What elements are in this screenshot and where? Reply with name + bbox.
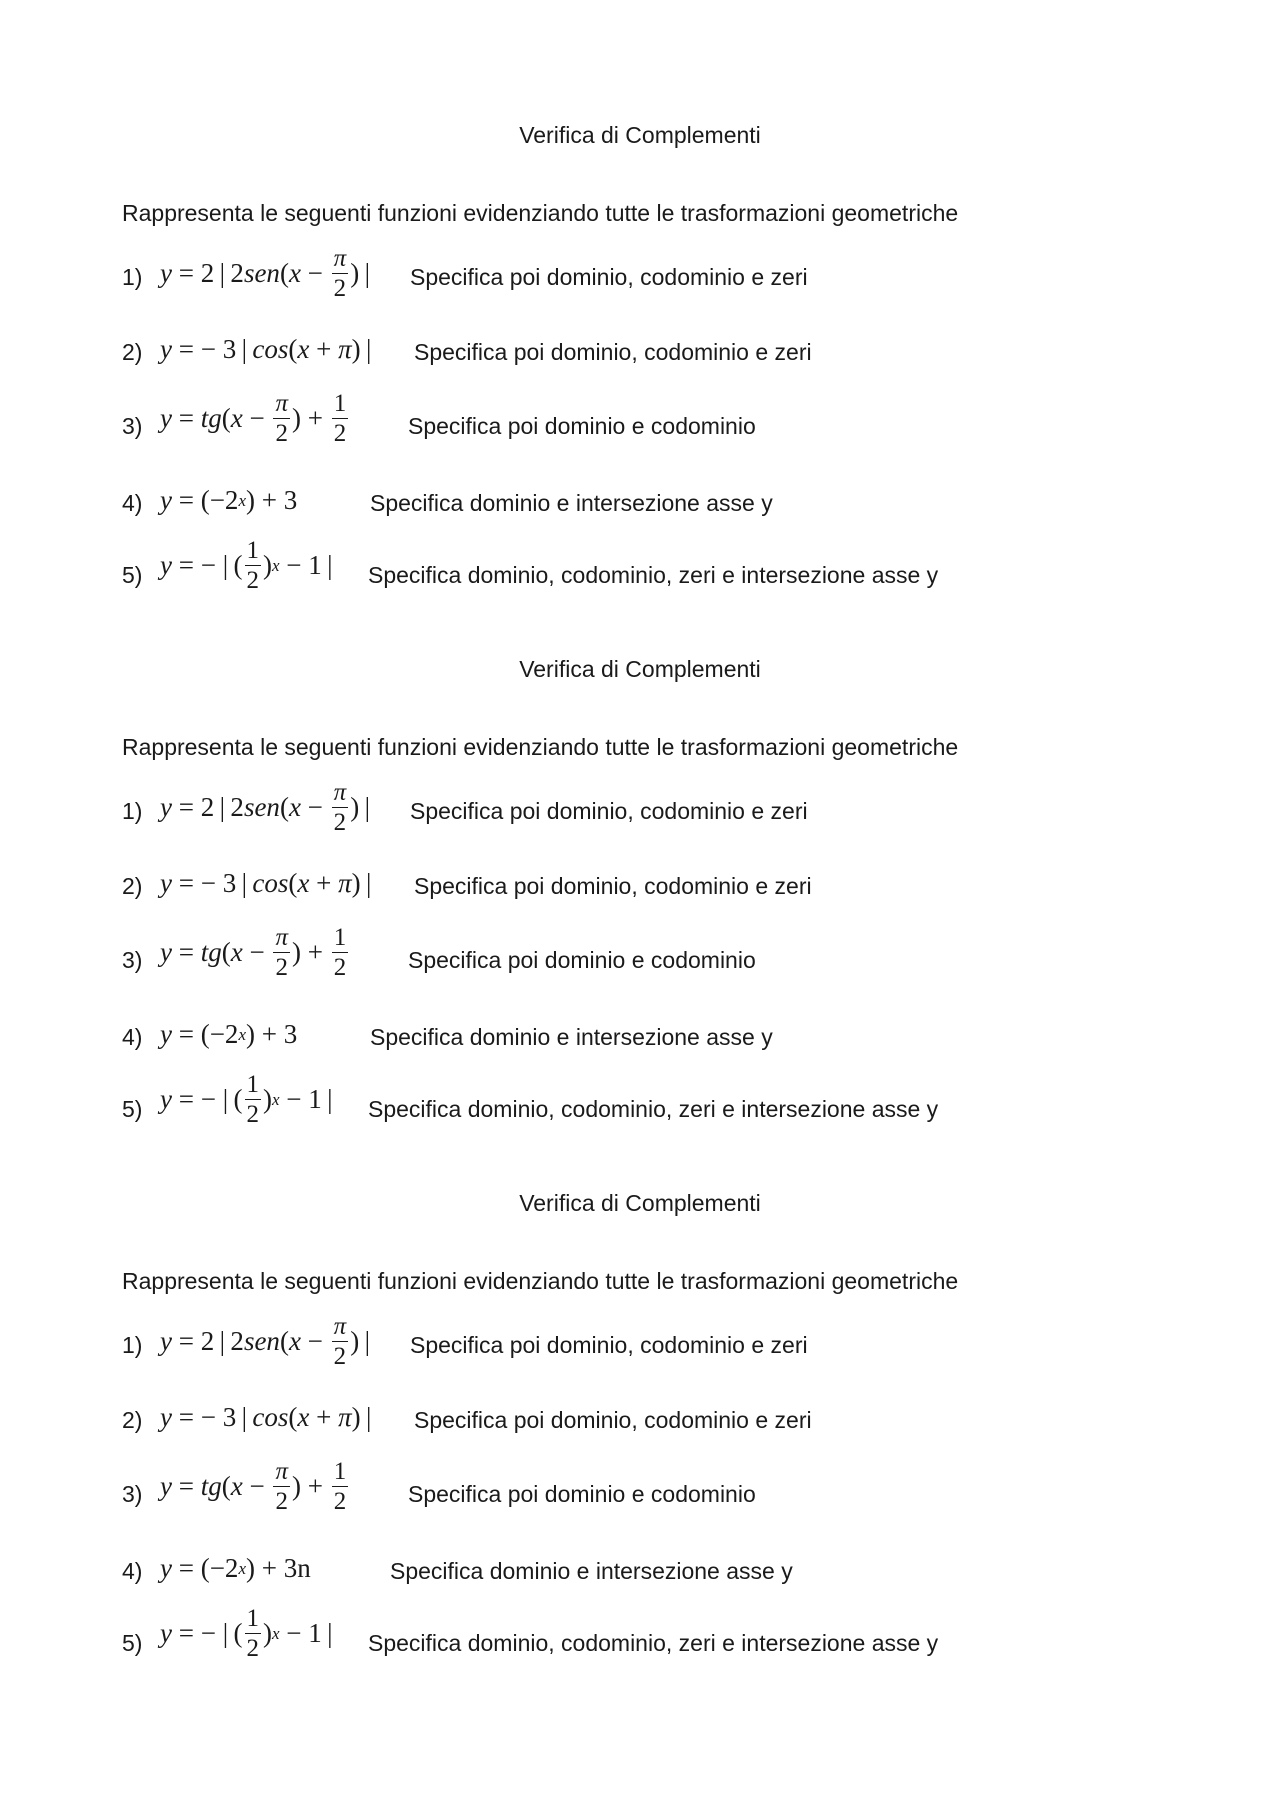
- exercise-instruction: Specifica poi dominio, codominio e zeri: [414, 873, 812, 899]
- exercise-formula: y = (−2 x ) + 3: [160, 485, 298, 515]
- exercise-instruction: Specifica dominio, codominio, zeri e intersezione asse y: [368, 1096, 939, 1122]
- exercise-number: 2): [122, 339, 143, 365]
- exercise-instruction: Specifica poi dominio, codominio e zeri: [414, 1407, 812, 1433]
- test-section-3: [0, 1068, 1280, 1662]
- exercise-number: 1): [122, 1332, 143, 1358]
- exercise-number: 5): [122, 1096, 143, 1122]
- exercise-instruction: Specifica dominio e intersezione asse y: [370, 490, 773, 516]
- exercise-instruction: Specifica poi dominio e codominio: [408, 413, 756, 439]
- exercise-instruction: Specifica poi dominio e codominio: [408, 947, 756, 973]
- exercise-instruction: Specifica dominio e intersezione asse y: [370, 1024, 773, 1050]
- exercise-3: [122, 1458, 1222, 1528]
- exercise-instruction: Specifica poi dominio, codominio e zeri: [410, 798, 808, 824]
- exercise-formula: y = − 3 | cos ( x + π ) |: [160, 868, 372, 898]
- exercise-formula: y = 2 | 2 sen ( x − $\frac{\pi}{2}$ ) |: [160, 245, 370, 302]
- exercise-3: [122, 390, 1222, 460]
- exercise-1: [122, 1311, 1222, 1381]
- exercise-formula: y = − 3 | cos ( x + π ) |: [160, 334, 372, 364]
- formula-constant: 3: [283, 1019, 298, 1049]
- exercise-number: 5): [122, 1630, 143, 1656]
- exercise-number: 1): [122, 264, 143, 290]
- exercise-instruction: Specifica dominio, codominio, zeri e intersezione asse y: [368, 1630, 939, 1656]
- exercise-number: 5): [122, 562, 143, 588]
- exercise-number: 1): [122, 798, 143, 824]
- test-section-1: [0, 0, 1280, 594]
- exercise-formula: y = − | ( $\frac{1}{2}$ ) x − 1 |: [160, 537, 333, 594]
- exercise-number: 4): [122, 1024, 143, 1050]
- exercise-number: 2): [122, 873, 143, 899]
- exercise-formula: y = tg ( x − $\frac{\pi}{2}$ ) + $\frac{1}{2}$: [160, 924, 347, 981]
- exercise-5: [122, 1606, 1222, 1676]
- test-section-2: [0, 534, 1280, 1128]
- exercise-2: [122, 322, 1222, 392]
- section-title: Verifica di Complementi: [519, 656, 761, 682]
- exercise-2: [122, 856, 1222, 926]
- section-title: Verifica di Complementi: [519, 122, 761, 148]
- exercise-instruction: Specifica dominio e intersezione asse y: [390, 1558, 793, 1584]
- exercise-formula: y = − 3 | cos ( x + π ) |: [160, 1402, 372, 1432]
- exercise-number: 3): [122, 947, 143, 973]
- exercise-instruction: Specifica poi dominio e codominio: [408, 1481, 756, 1507]
- exercise-instruction: Specifica poi dominio, codominio e zeri: [414, 339, 812, 365]
- exercise-number: 4): [122, 490, 143, 516]
- exercise-1: [122, 243, 1222, 313]
- section-intro: Rappresenta le seguenti funzioni evidenziando tutte le trasformazioni geometriche: [122, 734, 959, 760]
- section-intro: Rappresenta le seguenti funzioni evidenziando tutte le trasformazioni geometriche: [122, 200, 959, 226]
- formula-constant: 3n: [283, 1553, 311, 1583]
- exercise-formula: y = (−2 x ) + 3: [160, 1019, 298, 1049]
- exercise-formula: y = 2 | 2 sen ( x − $\frac{\pi}{2}$ ) |: [160, 1313, 370, 1370]
- section-title: Verifica di Complementi: [519, 1190, 761, 1216]
- exercise-instruction: Specifica dominio, codominio, zeri e intersezione asse y: [368, 562, 939, 588]
- exercise-formula: y = tg ( x − $\frac{\pi}{2}$ ) + $\frac{1}{2}$: [160, 390, 347, 447]
- exercise-formula: y = tg ( x − $\frac{\pi}{2}$ ) + $\frac{1}{2}$: [160, 1458, 347, 1515]
- exercise-formula: y = (−2 x ) + 3n: [160, 1553, 311, 1583]
- exercise-instruction: Specifica poi dominio, codominio e zeri: [410, 1332, 808, 1358]
- exercise-3: [122, 924, 1222, 994]
- exercise-1: [122, 777, 1222, 847]
- exercise-formula: y = − | ( $\frac{1}{2}$ ) x − 1 |: [160, 1605, 333, 1662]
- exercise-formula: y = 2 | 2 sen ( x − $\frac{\pi}{2}$ ) |: [160, 779, 370, 836]
- formula-constant: 3: [283, 485, 298, 515]
- exercise-number: 3): [122, 413, 143, 439]
- exercise-2: [122, 1390, 1222, 1460]
- section-intro: Rappresenta le seguenti funzioni evidenziando tutte le trasformazioni geometriche: [122, 1268, 959, 1294]
- exercise-formula: y = − | ( $\frac{1}{2}$ ) x − 1 |: [160, 1071, 333, 1128]
- exercise-number: 4): [122, 1558, 143, 1584]
- exercise-instruction: Specifica poi dominio, codominio e zeri: [410, 264, 808, 290]
- exercise-number: 3): [122, 1481, 143, 1507]
- exercise-number: 2): [122, 1407, 143, 1433]
